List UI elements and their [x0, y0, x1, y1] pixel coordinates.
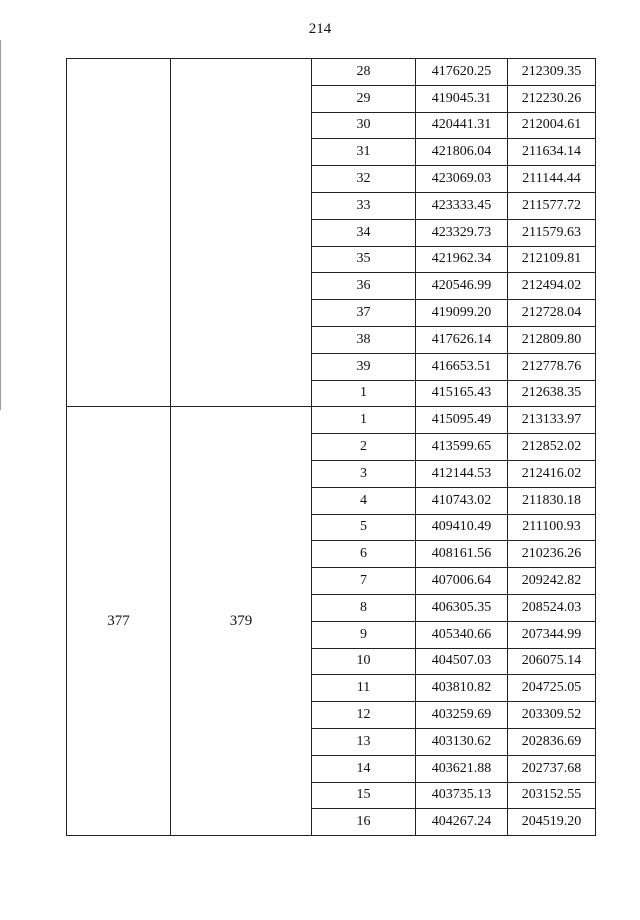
point-number-cell: 7: [312, 568, 416, 595]
x-coordinate-cell: 403130.62: [416, 728, 508, 755]
point-number-cell: 12: [312, 702, 416, 729]
point-number-cell: 35: [312, 246, 416, 273]
x-coordinate-cell: 423329.73: [416, 219, 508, 246]
y-coordinate-cell: 204725.05: [508, 675, 596, 702]
x-coordinate-cell: 405340.66: [416, 621, 508, 648]
y-coordinate-cell: 211579.63: [508, 219, 596, 246]
y-coordinate-cell: 211144.44: [508, 166, 596, 193]
y-coordinate-cell: 202836.69: [508, 728, 596, 755]
point-number-cell: 34: [312, 219, 416, 246]
point-number-cell: 37: [312, 300, 416, 327]
y-coordinate-cell: 213133.97: [508, 407, 596, 434]
point-number-cell: 1: [312, 380, 416, 407]
y-coordinate-cell: 212638.35: [508, 380, 596, 407]
y-coordinate-cell: 204519.20: [508, 809, 596, 836]
point-number-cell: 39: [312, 353, 416, 380]
y-coordinate-cell: 206075.14: [508, 648, 596, 675]
page-number: 214: [308, 21, 332, 37]
group-cell-col2: [171, 59, 312, 407]
table-row: [67, 59, 596, 86]
y-coordinate-cell: 212309.35: [508, 59, 596, 86]
point-number-cell: 14: [312, 755, 416, 782]
x-coordinate-cell: 406305.35: [416, 594, 508, 621]
x-coordinate-cell: 407006.64: [416, 568, 508, 595]
point-number-cell: 13: [312, 728, 416, 755]
x-coordinate-cell: 403810.82: [416, 675, 508, 702]
point-number-cell: 3: [312, 460, 416, 487]
point-number-cell: 29: [312, 85, 416, 112]
x-coordinate-cell: 415165.43: [416, 380, 508, 407]
y-coordinate-cell: 212109.81: [508, 246, 596, 273]
y-coordinate-cell: 212809.80: [508, 326, 596, 353]
x-coordinate-cell: 409410.49: [416, 514, 508, 541]
x-coordinate-cell: 404507.03: [416, 648, 508, 675]
group-cell-col1: [67, 59, 171, 407]
x-coordinate-cell: 420441.31: [416, 112, 508, 139]
y-coordinate-cell: 212494.02: [508, 273, 596, 300]
point-number-cell: 8: [312, 594, 416, 621]
point-number-cell: 2: [312, 434, 416, 461]
y-coordinate-cell: 210236.26: [508, 541, 596, 568]
y-coordinate-cell: 211577.72: [508, 192, 596, 219]
coordinates-table-body: [67, 59, 596, 836]
x-coordinate-cell: 403735.13: [416, 782, 508, 809]
x-coordinate-cell: 420546.99: [416, 273, 508, 300]
y-coordinate-cell: 202737.68: [508, 755, 596, 782]
y-coordinate-cell: 209242.82: [508, 568, 596, 595]
y-coordinate-cell: 212778.76: [508, 353, 596, 380]
point-number-cell: 31: [312, 139, 416, 166]
x-coordinate-cell: 412144.53: [416, 460, 508, 487]
x-coordinate-cell: 419045.31: [416, 85, 508, 112]
y-coordinate-cell: 203152.55: [508, 782, 596, 809]
point-number-cell: 15: [312, 782, 416, 809]
table-row: [67, 407, 596, 434]
y-coordinate-cell: 212416.02: [508, 460, 596, 487]
point-number-cell: 4: [312, 487, 416, 514]
x-coordinate-cell: 408161.56: [416, 541, 508, 568]
y-coordinate-cell: 211830.18: [508, 487, 596, 514]
point-number-cell: 5: [312, 514, 416, 541]
x-coordinate-cell: 423069.03: [416, 166, 508, 193]
y-coordinate-cell: 211634.14: [508, 139, 596, 166]
group-cell-col2: 379: [171, 407, 312, 836]
x-coordinate-cell: 403259.69: [416, 702, 508, 729]
point-number-cell: 36: [312, 273, 416, 300]
x-coordinate-cell: 413599.65: [416, 434, 508, 461]
x-coordinate-cell: 415095.49: [416, 407, 508, 434]
group-cell-col1: 377: [67, 407, 171, 836]
y-coordinate-cell: 212230.26: [508, 85, 596, 112]
point-number-cell: 32: [312, 166, 416, 193]
point-number-cell: 38: [312, 326, 416, 353]
x-coordinate-cell: 419099.20: [416, 300, 508, 327]
point-number-cell: 30: [312, 112, 416, 139]
y-coordinate-cell: 211100.93: [508, 514, 596, 541]
point-number-cell: 11: [312, 675, 416, 702]
y-coordinate-cell: 212728.04: [508, 300, 596, 327]
x-coordinate-cell: 423333.45: [416, 192, 508, 219]
y-coordinate-cell: 207344.99: [508, 621, 596, 648]
x-coordinate-cell: 421806.04: [416, 139, 508, 166]
x-coordinate-cell: 416653.51: [416, 353, 508, 380]
y-coordinate-cell: 212004.61: [508, 112, 596, 139]
point-number-cell: 6: [312, 541, 416, 568]
x-coordinate-cell: 417620.25: [416, 59, 508, 86]
x-coordinate-cell: 404267.24: [416, 809, 508, 836]
x-coordinate-cell: 417626.14: [416, 326, 508, 353]
x-coordinate-cell: 421962.34: [416, 246, 508, 273]
x-coordinate-cell: 410743.02: [416, 487, 508, 514]
scan-edge-line: [0, 40, 1, 410]
x-coordinate-cell: 403621.88: [416, 755, 508, 782]
point-number-cell: 16: [312, 809, 416, 836]
point-number-cell: 10: [312, 648, 416, 675]
point-number-cell: 28: [312, 59, 416, 86]
point-number-cell: 1: [312, 407, 416, 434]
point-number-cell: 9: [312, 621, 416, 648]
coordinates-table: [66, 58, 596, 836]
point-number-cell: 33: [312, 192, 416, 219]
y-coordinate-cell: 203309.52: [508, 702, 596, 729]
y-coordinate-cell: 212852.02: [508, 434, 596, 461]
y-coordinate-cell: 208524.03: [508, 594, 596, 621]
